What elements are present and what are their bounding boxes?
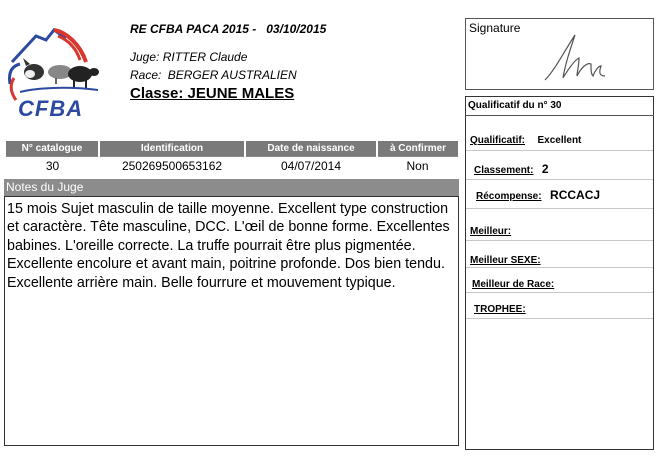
catalogue-number-cell: 30 xyxy=(45,159,60,173)
qualification-header: Qualificatif du n° 30 xyxy=(465,96,654,116)
qualificatif-row xyxy=(470,130,581,148)
recompense-value: RCCACJ xyxy=(550,188,601,202)
identification-cell: 250269500653162 xyxy=(121,159,223,173)
logo-text: CFBA xyxy=(18,96,84,121)
classement-row xyxy=(474,160,549,178)
qualificatif-value: Excellent xyxy=(537,135,582,146)
meilleur-race-row xyxy=(472,274,554,292)
column-header: Date de naissance xyxy=(245,141,377,157)
column-header: N° catalogue xyxy=(6,141,99,157)
judge-notes: 15 mois Sujet masculin de taille moyenne. Excellent type construction et caractère. Tête masculine, DCC. L'œil de bonne forme. Excellentes babines. L'oreille correcte. La truffe pourrait être plus pigmentée. Excellente encolure et avant main, poitrine profonde. Dos bien tendu. Excellente arrière main. Belle fourrure et mouvement typique. xyxy=(4,196,459,446)
divider xyxy=(466,318,653,319)
class-line xyxy=(130,85,294,102)
divider xyxy=(466,292,653,293)
judge-line xyxy=(130,50,247,64)
divider xyxy=(466,267,653,268)
judge-label: Juge: xyxy=(130,50,160,64)
signature-label: Signature xyxy=(469,21,521,35)
meilleur-label: Meilleur: xyxy=(470,226,512,237)
signature-scribble xyxy=(535,30,615,85)
trophee-label: TROPHEE: xyxy=(474,304,526,315)
class-label: Classe: xyxy=(130,85,184,102)
to-confirm-cell: Non xyxy=(406,159,429,173)
birth-date-cell: 04/07/2014 xyxy=(280,159,342,173)
event-title: RE CFBA PACA 2015 - 03/10/2015 xyxy=(130,22,327,36)
recompense-row xyxy=(476,186,600,204)
race-line xyxy=(130,68,297,82)
divider xyxy=(466,208,653,209)
divider xyxy=(466,240,653,241)
meilleur-row xyxy=(470,221,511,239)
divider xyxy=(466,150,653,151)
meilleur-race-label: Meilleur de Race: xyxy=(472,279,555,290)
notes-header: Notes du Juge xyxy=(4,179,459,196)
trophee-row xyxy=(474,299,526,317)
classement-label: Classement: xyxy=(474,165,534,176)
race-name: BERGER AUSTRALIEN xyxy=(167,68,297,82)
table-header-row xyxy=(6,141,458,157)
meilleur-sexe-row xyxy=(470,250,541,268)
column-header: à Confirmer xyxy=(377,141,458,157)
race-label: Race: xyxy=(130,68,162,82)
class-name: JEUNE MALES xyxy=(187,85,295,102)
meilleur-sexe-label: Meilleur SEXE: xyxy=(470,255,541,266)
qualificatif-label: Qualificatif: xyxy=(470,135,526,146)
catalogue-table xyxy=(6,141,458,175)
table-row xyxy=(6,157,458,176)
judge-name: RITTER Claude xyxy=(162,50,248,64)
divider xyxy=(466,179,653,180)
recompense-label: Récompense: xyxy=(476,191,542,202)
column-header: Identification xyxy=(99,141,245,157)
classement-value: 2 xyxy=(541,162,549,176)
